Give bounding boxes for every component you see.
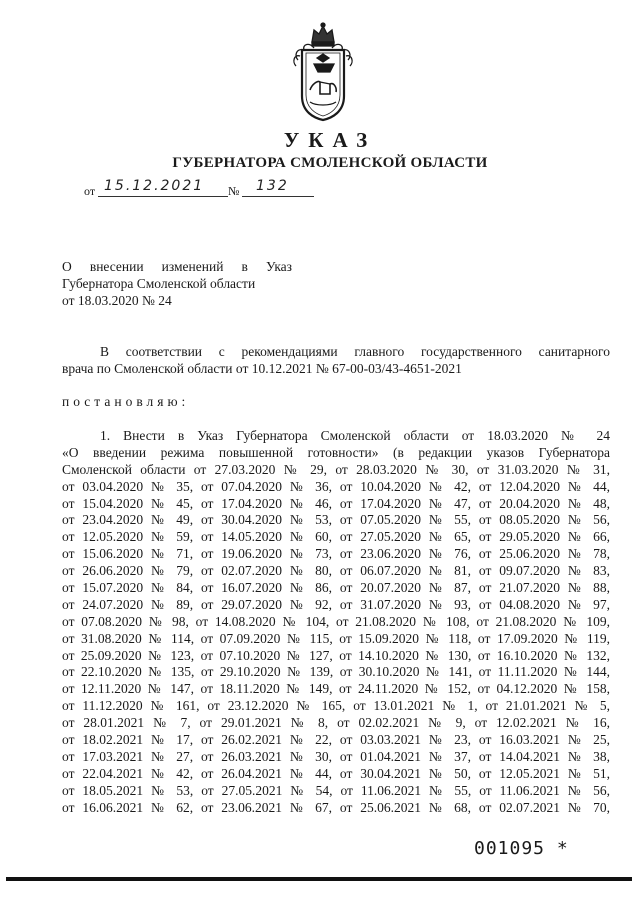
item-line: от 23.04.2020 № 49, от 30.04.2020 № 53, от 07.05.2020 № 55, от 08.05.2020 № 56, [62,512,610,528]
item-line: от 18.02.2021 № 17, от 26.02.2021 № 22, от 03.03.2021 № 23, от 16.03.2021 № 25, [62,732,610,748]
item-line: от 07.08.2020 № 98, от 14.08.2020 № 104, от 21.08.2020 № 108, от 21.08.2020 № 109, [62,613,610,629]
reference-line: Губернатора Смоленской области [62,276,256,291]
decree-word: постановляю: [62,394,190,409]
item-line: от 15.04.2020 № 45, от 17.04.2020 № 46, от 17.04.2020 № 47, от 20.04.2020 № 48, [62,495,610,511]
number-value: 132 [256,178,289,194]
item-line: от 12.05.2020 № 59, от 14.05.2020 № 60, от 27.05.2020 № 65, от 29.05.2020 № 66, [62,529,610,545]
reference-line: О внесении изменений в Указ [62,259,292,274]
date-underline [98,196,228,197]
item-line: «О введении режима повышенной готовности» (в редакции указов Губернатора [62,444,610,460]
document-title: УКАЗ [283,128,377,152]
reference-title [62,258,292,309]
page-bottom-bar [6,877,632,881]
item-line: от 12.11.2020 № 147, от 18.11.2020 № 149, от 24.11.2020 № 152, от 04.12.2020 № 158, [62,681,610,697]
item-line: от 16.06.2021 № 62, от 23.06.2021 № 67, от 25.06.2021 № 68, от 02.07.2021 № 70, [62,799,610,815]
intro-paragraph [62,343,610,377]
smolensk-coat-of-arms-icon [290,20,356,124]
item-line: от 15.06.2020 № 71, от 19.06.2020 № 73, от 23.06.2020 № 76, от 25.06.2020 № 78, [62,546,610,562]
item-line: от 22.10.2020 № 135, от 29.10.2020 № 139, от 30.10.2020 № 141, от 11.11.2020 № 144, [62,664,610,680]
item-line: от 24.07.2020 № 89, от 29.07.2020 № 92, от 31.07.2020 № 93, от 04.08.2020 № 97, [62,596,610,612]
item-line: от 17.03.2021 № 27, от 26.03.2021 № 30, от 01.04.2021 № 37, от 14.04.2021 № 38, [62,748,610,764]
intro-line: врача по Смоленской области от 10.12.2021 № 67-00-03/43-4651-2021 [62,360,462,376]
reference-line: от 18.03.2020 № 24 [62,293,172,308]
item-line: от 03.04.2020 № 35, от 07.04.2020 № 36, от 10.04.2020 № 42, от 12.04.2020 № 44, [62,478,610,494]
number-label: № [228,184,240,198]
document-subtitle: ГУБЕРНАТОРА СМОЛЕНСКОЙ ОБЛАСТИ [172,155,488,171]
item-line: от 22.04.2021 № 42, от 26.04.2021 № 44, от 30.04.2021 № 50, от 12.05.2021 № 51, [62,765,610,781]
number-underline [242,196,314,197]
intro-line: В соответствии с рекомендациями главного государственного санитарного [100,344,610,359]
document-serial-number: 001095 * [474,838,569,859]
item-line: от 31.08.2020 № 114, от 07.09.2020 № 115, от 15.09.2020 № 118, от 17.09.2020 № 119, [62,630,610,646]
item-1-paragraph [62,427,610,815]
item-line: 1. Внести в Указ Губернатора Смоленской области от 18.03.2020 № 24 [100,428,610,443]
item-line: Смоленской области от 27.03.2020 № 29, от 28.03.2020 № 30, от 31.03.2020 № 31, [62,461,610,477]
date-value: 15.12.2021 [104,178,205,194]
item-line: от 25.09.2020 № 123, от 07.10.2020 № 127, от 14.10.2020 № 130, от 16.10.2020 № 132, [62,647,610,663]
item-line: от 11.12.2020 № 161, от 23.12.2020 № 165, от 13.01.2021 № 1, от 21.01.2021 № 5, [62,698,610,714]
item-line: от 28.01.2021 № 7, от 29.01.2021 № 8, от 02.02.2021 № 9, от 12.02.2021 № 16, [62,715,610,731]
item-line: от 15.07.2020 № 84, от 16.07.2020 № 86, от 20.07.2020 № 87, от 21.07.2020 № 88, [62,580,610,596]
date-label: от [84,184,96,198]
item-line: от 26.06.2020 № 79, от 02.07.2020 № 80, от 06.07.2020 № 81, от 09.07.2020 № 83, [62,563,610,579]
item-line: от 18.05.2021 № 53, от 27.05.2021 № 54, от 11.06.2021 № 55, от 11.06.2021 № 56, [62,782,610,798]
